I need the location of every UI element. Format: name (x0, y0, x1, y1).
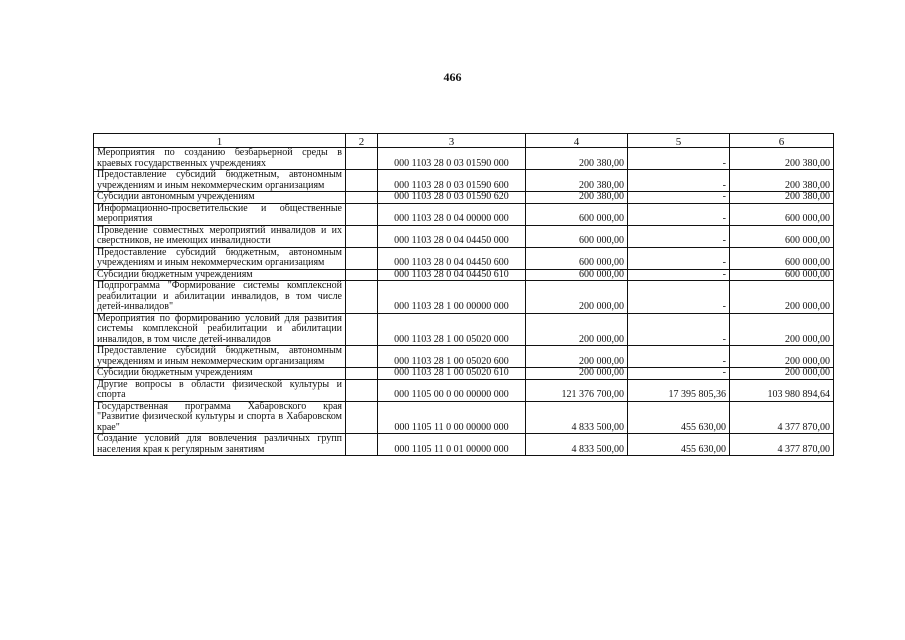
header-row (94, 134, 834, 148)
row-code-cell: 000 1105 00 0 00 00000 000 (378, 379, 526, 401)
row-col2-cell (346, 434, 378, 456)
row-col2-cell (346, 313, 378, 346)
page-number: 466 (443, 70, 462, 84)
row-col2-cell (346, 148, 378, 170)
row-col2-cell (346, 170, 378, 192)
row-value4-cell: 200 000,00 (526, 313, 628, 346)
row-name-cell: Проведение совместных мероприятий инвалидов и их сверстников, не имеющих инвалидности (94, 225, 346, 247)
column-header: 2 (346, 134, 378, 148)
row-name-cell: Субсидии бюджетным учреждениям (94, 368, 346, 380)
row-col2-cell (346, 203, 378, 225)
row-name-cell: Субсидии автономным учреждениям (94, 192, 346, 204)
row-value5-cell: 455 630,00 (628, 401, 730, 434)
column-header: 3 (378, 134, 526, 148)
table-row (94, 203, 834, 225)
row-col2-cell (346, 346, 378, 368)
row-value6-cell: 200 000,00 (730, 313, 834, 346)
row-code-cell: 000 1103 28 0 04 00000 000 (378, 203, 526, 225)
table-row (94, 401, 834, 434)
row-value5-cell: - (628, 225, 730, 247)
column-header: 5 (628, 134, 730, 148)
row-value6-cell: 600 000,00 (730, 247, 834, 269)
table-row (94, 379, 834, 401)
row-code-cell: 000 1105 11 0 01 00000 000 (378, 434, 526, 456)
row-name-cell: Подпрограмма "Формирование системы комплексной реабилитации и абилитации инвалидов, в том числе детей-инвалидов" (94, 281, 346, 314)
row-name-cell: Субсидии бюджетным учреждениям (94, 269, 346, 281)
row-code-cell: 000 1103 28 0 04 04450 600 (378, 247, 526, 269)
row-value6-cell: 4 377 870,00 (730, 434, 834, 456)
row-value6-cell: 200 380,00 (730, 192, 834, 204)
row-value6-cell: 200 000,00 (730, 368, 834, 380)
row-value4-cell: 600 000,00 (526, 225, 628, 247)
table-row (94, 313, 834, 346)
row-value6-cell: 600 000,00 (730, 269, 834, 281)
row-col2-cell (346, 368, 378, 380)
table-row (94, 281, 834, 314)
row-code-cell: 000 1103 28 1 00 05020 000 (378, 313, 526, 346)
row-col2-cell (346, 401, 378, 434)
table-row (94, 225, 834, 247)
row-value6-cell: 600 000,00 (730, 225, 834, 247)
row-value6-cell: 200 380,00 (730, 170, 834, 192)
row-name-cell: Предоставление субсидий бюджетным, автономным учреждениям и иным некоммерческим организациям (94, 346, 346, 368)
row-code-cell: 000 1103 28 1 00 00000 000 (378, 281, 526, 314)
row-code-cell: 000 1103 28 0 03 01590 600 (378, 170, 526, 192)
row-name-cell: Государственная программа Хабаровского края "Развитие физической культуры и спорта в Хабаровском крае" (94, 401, 346, 434)
row-code-cell: 000 1105 11 0 00 00000 000 (378, 401, 526, 434)
row-value4-cell: 200 000,00 (526, 346, 628, 368)
row-value4-cell: 200 380,00 (526, 170, 628, 192)
row-code-cell: 000 1103 28 0 04 04450 000 (378, 225, 526, 247)
row-code-cell: 000 1103 28 0 03 01590 000 (378, 148, 526, 170)
table-body (94, 148, 834, 456)
row-value5-cell: - (628, 313, 730, 346)
row-name-cell: Создание условий для вовлечения различных групп населения края к регулярным занятиям (94, 434, 346, 456)
column-header: 6 (730, 134, 834, 148)
table-row (94, 247, 834, 269)
table-row (94, 269, 834, 281)
row-value6-cell: 200 000,00 (730, 281, 834, 314)
row-name-cell: Информационно-просветительские и общественные мероприятия (94, 203, 346, 225)
row-col2-cell (346, 225, 378, 247)
row-value5-cell: - (628, 247, 730, 269)
table-row (94, 170, 834, 192)
row-col2-cell (346, 281, 378, 314)
row-code-cell: 000 1103 28 1 00 05020 600 (378, 346, 526, 368)
row-code-cell: 000 1103 28 1 00 05020 610 (378, 368, 526, 380)
row-value4-cell: 600 000,00 (526, 269, 628, 281)
row-value5-cell: - (628, 281, 730, 314)
row-value4-cell: 200 000,00 (526, 281, 628, 314)
row-value5-cell: 455 630,00 (628, 434, 730, 456)
row-value4-cell: 200 000,00 (526, 368, 628, 380)
row-code-cell: 000 1103 28 0 04 04450 610 (378, 269, 526, 281)
column-header: 4 (526, 134, 628, 148)
row-value6-cell: 4 377 870,00 (730, 401, 834, 434)
column-header: 1 (94, 134, 346, 148)
row-value4-cell: 121 376 700,00 (526, 379, 628, 401)
table-row (94, 434, 834, 456)
table-row (94, 148, 834, 170)
row-name-cell: Предоставление субсидий бюджетным, автономным учреждениям и иным некоммерческим организациям (94, 170, 346, 192)
row-name-cell: Другие вопросы в области физической культуры и спорта (94, 379, 346, 401)
row-value5-cell: - (628, 148, 730, 170)
table-row (94, 368, 834, 380)
row-value4-cell: 600 000,00 (526, 247, 628, 269)
row-value5-cell: - (628, 170, 730, 192)
row-value5-cell: - (628, 346, 730, 368)
row-name-cell: Мероприятия по формированию условий для развития системы комплексной реабилитации и абилитации инвалидов, в том числе детей-инвалидов (94, 313, 346, 346)
row-col2-cell (346, 379, 378, 401)
row-value4-cell: 200 380,00 (526, 148, 628, 170)
row-value4-cell: 200 380,00 (526, 192, 628, 204)
row-code-cell: 000 1103 28 0 03 01590 620 (378, 192, 526, 204)
row-col2-cell (346, 192, 378, 204)
row-value5-cell: - (628, 368, 730, 380)
row-value4-cell: 4 833 500,00 (526, 401, 628, 434)
table-row (94, 192, 834, 204)
row-value6-cell: 200 000,00 (730, 346, 834, 368)
table-row (94, 346, 834, 368)
row-value5-cell: - (628, 203, 730, 225)
row-col2-cell (346, 269, 378, 281)
row-value4-cell: 600 000,00 (526, 203, 628, 225)
row-value5-cell: - (628, 192, 730, 204)
row-col2-cell (346, 247, 378, 269)
row-name-cell: Предоставление субсидий бюджетным, автономным учреждениям и иным некоммерческим организациям (94, 247, 346, 269)
row-value5-cell: 17 395 805,36 (628, 379, 730, 401)
row-name-cell: Мероприятия по созданию безбарьерной среды в краевых государственных учреждениях (94, 148, 346, 170)
row-value6-cell: 103 980 894,64 (730, 379, 834, 401)
row-value6-cell: 200 380,00 (730, 148, 834, 170)
row-value5-cell: - (628, 269, 730, 281)
budget-table (93, 133, 834, 456)
row-value6-cell: 600 000,00 (730, 203, 834, 225)
row-value4-cell: 4 833 500,00 (526, 434, 628, 456)
